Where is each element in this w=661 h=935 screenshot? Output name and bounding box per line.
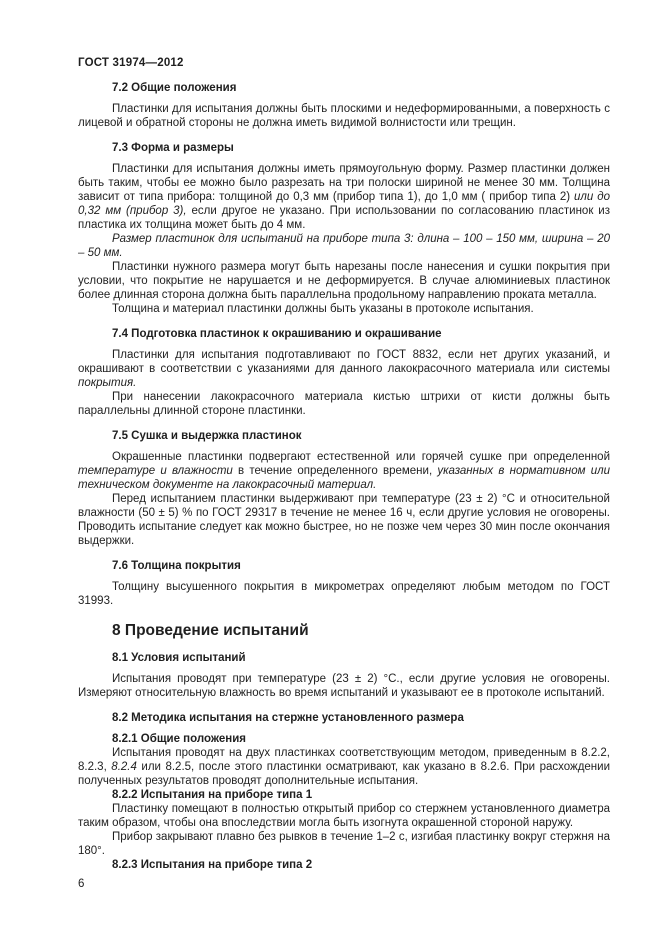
paragraph-7-3-3: Пластинки нужного размера могут быть нарезаны после нанесения и сушки покрытия при условии, что покрытие не нарушается и не деформируется. В случае алюминиевых пластинок более длинная сторона должна быть параллельна продольному направлению проката металла. — [78, 261, 610, 301]
paragraph-7-5-2: Перед испытанием пластинки выдерживают при температуре (23 ± 2) °С и относительной влажности (50 ± 5) % по ГОСТ 29317 в течение не менее 16 ч, если другие условия не оговорены. Проводить испытание следует как можно быстрее, но не позже чем через 30 мин после окончания выдержки. — [78, 493, 610, 547]
document-body — [78, 81, 610, 872]
heading-7-2: 7.2 Общие положения — [112, 82, 237, 94]
paragraph-7-3-4: Толщина и материал пластинки должны быть указаны в протоколе испытания. — [112, 303, 534, 315]
paragraph-7-4-1: Пластинки для испытания подготавливают по ГОСТ 8832, если нет других указаний, и окрашивают в соответствии с указаниями для данного лакокрасочного материала или системы покрытия. — [78, 349, 610, 389]
heading-7-6: 7.6 Толщина покрытия — [112, 560, 241, 572]
paragraph-7-3-1: Пластинки для испытания должны иметь прямоугольную форму. Размер пластинки должен быть таким, чтобы ее можно было разрезать на три полоски шириной не менее 30 мм. Толщина зависит от типа прибора: толщиной до 0,3 мм (прибор типа 1), до 1,0 мм ( прибор типа 2) или до 0,32 мм (прибор 3), если другое не указано. При использовании по согласованию пластинок из пластика их толщина может быть до 4 мм. — [78, 163, 610, 231]
heading-8-2-1: 8.2.1 Общие положения — [112, 733, 247, 745]
paragraph-7-2-1: Пластинки для испытания должны быть плоскими и недеформированными, а поверхность с лицевой и обратной стороны не должна иметь видимой волнистости или трещин. — [78, 103, 610, 129]
heading-7-5: 7.5 Сушка и выдержка пластинок — [112, 430, 302, 442]
heading-8: 8 Проведение испытаний — [112, 622, 309, 639]
heading-8-2-3: 8.2.3 Испытания на приборе типа 2 — [112, 859, 313, 871]
heading-7-4: 7.4 Подготовка пластинок к окрашиванию и окрашивание — [112, 328, 442, 340]
paragraph-8-2-2-2: Прибор закрывают плавно без рывков в течение 1–2 с, изгибая пластинку вокруг стержня на 180°. — [78, 831, 610, 857]
paragraph-7-6-1: Толщину высушенного покрытия в микрометрах определяют любым методом по ГОСТ 31993. — [78, 581, 610, 607]
paragraph-7-3-2: Размер пластинок для испытаний на приборе типа 3: длина – 100 – 150 мм, ширина – 20 – 50 мм. — [78, 233, 610, 259]
paragraph-7-4-2: При нанесении лакокрасочного материала кистью штрихи от кисти должны быть параллельны длинной стороне пластинки. — [78, 391, 610, 417]
heading-7-3: 7.3 Форма и размеры — [112, 142, 234, 154]
heading-8-1: 8.1 Условия испытаний — [112, 652, 246, 664]
paragraph-8-2-2-1: Пластинку помещают в полностью открытый прибор со стержнем установленного диаметра таким образом, чтобы она впоследствии могла быть изогнута окрашенной стороной наружу. — [78, 803, 610, 829]
page-number: 6 — [78, 878, 85, 890]
paragraph-8-1-1: Испытания проводят при температуре (23 ± 2) °С., если другие условия не оговорены. Измеряют относительную влажность во время испытаний и указывают ее в протоколе испытаний. — [78, 673, 610, 699]
document-header: ГОСТ 31974—2012 — [78, 57, 184, 69]
heading-8-2-2: 8.2.2 Испытания на приборе типа 1 — [112, 789, 313, 801]
paragraph-7-5-1: Окрашенные пластинки подвергают естественной или горячей сушке при определенной температуре и влажности в течение определенного времени, указанных в нормативном или техническом документе на лакокрасочный материал. — [78, 451, 610, 491]
paragraph-8-2-1-1: Испытания проводят на двух пластинках соответствующим методом, приведенным в 8.2.2, 8.2.3, 8.2.4 или 8.2.5, после этого пластинки осматривают, как указано в 8.2.6. При расхождении полученных результатов проводят дополнительные испытания. — [78, 747, 610, 787]
heading-8-2: 8.2 Методика испытания на стержне установленного размера — [112, 712, 464, 724]
